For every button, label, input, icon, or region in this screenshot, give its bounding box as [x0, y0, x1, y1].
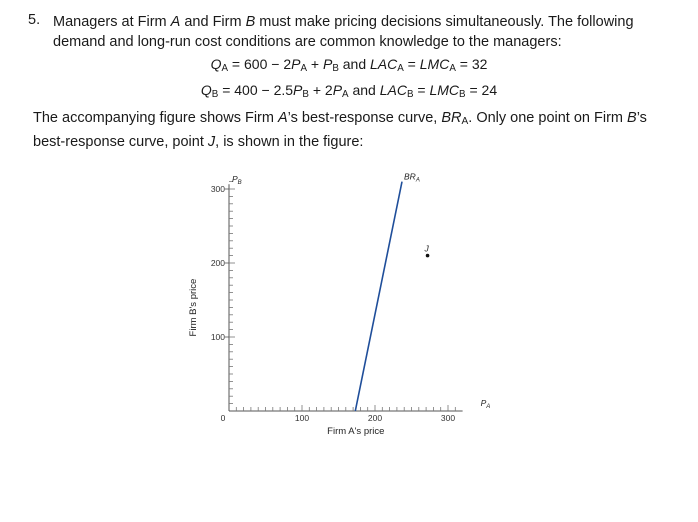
x-axis-title: Firm A's price: [327, 426, 385, 437]
body-text-part: ’s best-response curve,: [287, 110, 442, 126]
question-text-part: and Firm: [180, 14, 246, 30]
point-name: J: [207, 134, 216, 151]
question-number: 5.: [28, 12, 41, 28]
x-tick-label: 0: [220, 413, 226, 423]
curve-name-sub: A: [461, 116, 469, 128]
question-text-part: must make pricing decisions simultaneously. The following demand and long-run cost conditions are common knowledge to the managers:: [53, 14, 634, 50]
y-axis-end-label: $P_B$: [232, 174, 242, 187]
body-text-part: The accompanying figure shows Firm: [33, 110, 278, 126]
x-tick-label: 200: [367, 413, 383, 423]
firm-a-name: A: [278, 110, 288, 126]
body-text-part: . Only one point on Firm: [468, 110, 628, 126]
firm-b-name: B: [627, 110, 637, 126]
y-tick-label: 300: [210, 184, 225, 194]
x-axis-end-label: $P_A$: [480, 398, 491, 410]
y-tick-label: 200: [210, 258, 225, 268]
firm-b-name: B: [245, 14, 256, 30]
x-tick-label: 300: [440, 413, 456, 423]
point-j-marker: [426, 254, 430, 258]
y-tick-label: 100: [210, 332, 225, 342]
question-text-part: Managers at Firm: [53, 14, 171, 30]
point-j-label: J: [424, 243, 429, 254]
firm-a-name: A: [170, 14, 181, 30]
best-response-curve-a: [355, 182, 402, 411]
x-tick-label: 100: [294, 413, 310, 423]
equation-firm-a: $Q_A = 600 - 2P_A + P_B$ and $LAC_A = LMC_A = 32$: [210, 56, 488, 74]
curve-name: BR: [441, 110, 462, 126]
best-response-curve-label: $BR_A$: [404, 171, 420, 184]
equation-firm-b: $Q_B = 400 - 2.5P_B + 2P_A$ and $LAC_B = LMC_B = 24$: [200, 82, 498, 100]
body-text-part: , is shown in the figure:: [215, 134, 364, 151]
y-axis-title: Firm B's price: [188, 278, 199, 337]
body-text-part: ’s best-response curve, point: [33, 110, 647, 151]
